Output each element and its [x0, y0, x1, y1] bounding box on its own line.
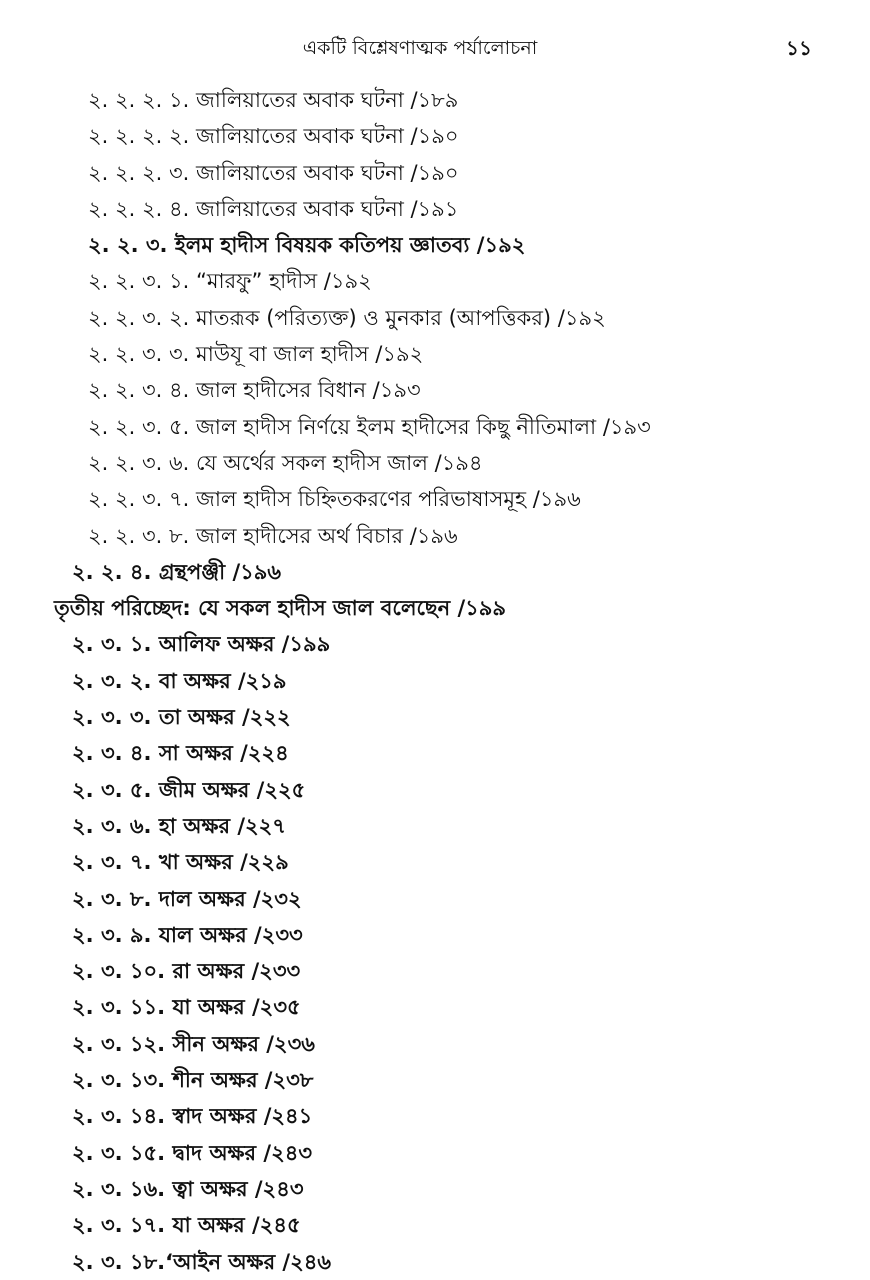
toc-entry: [0, 881, 870, 917]
toc-entry-title: দ্বাদ অক্ষর: [172, 1140, 257, 1165]
toc-entry-title: শীন অক্ষর: [172, 1068, 258, 1093]
toc-entry-title: সা অক্ষর: [158, 741, 233, 766]
toc-entry-page-ref: /১৯৬: [225, 559, 282, 584]
toc-entry-number: ২. ৩. ১৮.: [72, 1249, 166, 1274]
toc-entry-page-ref: /১৯৩: [366, 378, 421, 403]
toc-entry-page-ref: /১৯২: [469, 233, 526, 258]
toc-entry-title: “মারফু” হাদীস: [196, 269, 318, 294]
toc-entry-page-ref: /১৯২: [368, 342, 424, 367]
toc-entry-page-ref: /১৯৩: [596, 414, 651, 439]
toc-entry: [0, 808, 870, 844]
toc-entry-page-ref: /১৯৪: [427, 450, 483, 475]
toc-entry-number: ২. ৩. ৫.: [72, 777, 159, 802]
toc-entry: [0, 1171, 870, 1207]
toc-entry-number: ২. ৩. ১৩.: [72, 1068, 173, 1093]
toc-entry-number: ২. ২. ৪.: [72, 559, 159, 584]
toc-entry: [0, 409, 870, 445]
toc-entry-title: বা অক্ষর: [158, 668, 231, 693]
toc-entry: [0, 191, 870, 227]
toc-entry: [0, 989, 870, 1025]
toc-entry-title: জালিয়াতের অবাক ঘটনা: [196, 124, 404, 149]
toc-entry-page-ref: /২২৪: [232, 741, 289, 766]
toc-entry-page-ref: /২৩৫: [244, 995, 301, 1020]
toc-entry-title: জালিয়াতের অবাক ঘটনা: [196, 88, 404, 112]
toc-entry: [0, 155, 870, 191]
toc-entry-page-ref: /২৩২: [245, 886, 302, 911]
toc-entry-page-ref: /২২৭: [230, 813, 286, 838]
toc-entry-page-ref: /১৯১: [403, 196, 459, 221]
toc-entry-title: হা অক্ষর: [158, 813, 231, 838]
toc-entry: [0, 372, 870, 408]
toc-entry-number: ২. ৩. ৬.: [72, 813, 159, 838]
toc-entry-number: ২. ৩. ১৫.: [72, 1140, 173, 1165]
toc-entry-title: জাল হাদীসের অর্থ বিচার: [196, 523, 404, 548]
toc-entry: [0, 844, 870, 880]
toc-entry-number: ২. ২. ৩.: [88, 233, 175, 258]
toc-entry-title: ‘আইন অক্ষর: [165, 1249, 276, 1274]
toc-entry-number: ২. ৩. ৩.: [72, 705, 159, 730]
toc-entry-title: জালিয়াতের অবাক ঘটনা: [196, 196, 404, 221]
toc-entry: [0, 699, 870, 735]
toc-entry-number: ২. ৩. ১৪.: [72, 1104, 173, 1129]
toc-entry-page-ref: /১৯৬: [403, 523, 458, 548]
toc-entry-title: খা অক্ষর: [158, 850, 233, 875]
toc-entry: [0, 735, 870, 771]
table-of-contents: [0, 82, 870, 1280]
toc-entry: [0, 953, 870, 989]
toc-entry-title: আলিফ অক্ষর: [158, 632, 275, 657]
toc-entry-title: মাতরূক (পরিত্যক্ত) ও মুনকার (আপত্তিকর): [196, 305, 552, 330]
toc-entry-title: জালিয়াতের অবাক ঘটনা: [196, 160, 404, 185]
toc-entry-number: ২. ২. ৩. ৪.: [88, 378, 196, 403]
toc-entry: [0, 590, 870, 626]
toc-entry-number: ২. ২. ৩. ৩.: [88, 342, 197, 367]
toc-entry-title: মাউযূ বা জাল হাদীস: [196, 342, 369, 367]
toc-entry: [0, 626, 870, 662]
toc-entry-title: যা অক্ষর: [172, 995, 245, 1020]
toc-entry: [0, 518, 870, 554]
toc-entry: [0, 481, 870, 517]
toc-entry-page-ref: /১৯২: [551, 305, 606, 330]
toc-entry-page-ref: /২২২: [234, 705, 291, 730]
toc-entry: [0, 227, 870, 263]
toc-entry-title: জীম অক্ষর: [158, 777, 250, 802]
toc-entry: [0, 1135, 870, 1171]
toc-entry-number: ২. ৩. ১৬.: [72, 1176, 173, 1201]
toc-entry-number: ২. ৩. ৮.: [72, 886, 159, 911]
toc-entry: [0, 336, 870, 372]
toc-entry-title: জাল হাদীস নির্ণয়ে ইলম হাদীসের কিছু নীতিমালা: [196, 414, 597, 439]
toc-entry-page-ref: /২৪৩: [247, 1176, 304, 1201]
toc-entry: [0, 445, 870, 481]
toc-entry-page-ref: /২৩৩: [246, 922, 303, 947]
toc-entry: [0, 300, 870, 336]
toc-entry-page-ref: /১৯০: [403, 160, 459, 185]
toc-entry-number: ২. ২. ৩. ৭.: [88, 487, 197, 512]
toc-entry-page-ref: /১৮৯: [403, 88, 459, 112]
toc-entry: [0, 917, 870, 953]
toc-entry: [0, 1244, 870, 1280]
toc-entry-page-ref: /১৯৬: [526, 487, 581, 512]
toc-entry: [0, 1098, 870, 1134]
toc-entry-title: সীন অক্ষর: [172, 1031, 259, 1056]
toc-entry-page-ref: /১৯৯: [274, 632, 331, 657]
toc-entry: [0, 118, 870, 154]
toc-entry-number: ২. ২. ২. ৪.: [88, 196, 196, 221]
toc-entry: [0, 663, 870, 699]
toc-entry-title: জাল হাদীস চিহ্নিতকরণের পরিভাষাসমূহ: [196, 487, 527, 512]
toc-entry-number: ২. ২. ৩. ১.: [88, 269, 196, 294]
toc-entry-title: যে সকল হাদীস জাল বলেছেন: [198, 596, 451, 621]
toc-entry-number: ২. ৩. ১১.: [72, 995, 173, 1020]
toc-entry-number: ২. ৩. ১২.: [72, 1031, 173, 1056]
toc-entry-page-ref: /২২৯: [232, 850, 289, 875]
toc-entry-number: ২. ২. ৩. ৫.: [88, 414, 196, 439]
running-title: একটি বিশ্লেষণাত্মক পর্যালোচনা: [302, 37, 538, 59]
toc-entry-page-ref: /২৩৩: [244, 959, 301, 984]
toc-entry-title: রা অক্ষর: [172, 959, 245, 984]
toc-entry-page-ref: /১৯৯: [450, 596, 507, 621]
toc-entry-title: গ্রন্থপঞ্জী: [158, 559, 226, 584]
toc-entry-title: ত্বা অক্ষর: [172, 1176, 248, 1201]
toc-entry-number: ২. ৩. ৯.: [72, 922, 159, 947]
toc-entry-page-ref: /১৯০: [403, 124, 459, 149]
toc-entry-page-ref: /২৪৬: [275, 1249, 332, 1274]
toc-entry-number: ২. ২. ২. ২.: [88, 124, 197, 149]
toc-entry-number: ২. ৩. ১৭.: [72, 1213, 173, 1238]
toc-entry-number: ২. ২. ৩. ৮.: [88, 523, 196, 548]
toc-entry-number: তৃতীয় পরিচ্ছেদ:: [54, 596, 199, 621]
toc-entry-page-ref: /২৩৬: [258, 1031, 315, 1056]
toc-entry-page-ref: /২১৯: [230, 668, 287, 693]
toc-entry-number: ২. ২. ৩. ৬.: [88, 450, 197, 475]
toc-entry-title: তা অক্ষর: [158, 705, 235, 730]
toc-entry: [0, 1207, 870, 1243]
toc-entry-number: ২. ৩. ৭.: [72, 850, 159, 875]
toc-entry-title: যা অক্ষর: [172, 1213, 245, 1238]
toc-entry-page-ref: /২২৫: [249, 777, 306, 802]
toc-entry: [0, 772, 870, 808]
toc-entry-title: যাল অক্ষর: [158, 922, 247, 947]
toc-entry-number: ২. ৩. ৪.: [72, 741, 159, 766]
toc-entry-number: ২. ২. ৩. ২.: [88, 305, 197, 330]
toc-entry-title: জাল হাদীসের বিধান: [196, 378, 366, 403]
toc-entry-page-ref: /১৯২: [317, 269, 372, 294]
toc-entry: [0, 1062, 870, 1098]
toc-entry-page-ref: /২৩৮: [257, 1068, 314, 1093]
toc-entry-title: ইলম হাদীস বিষয়ক কতিপয় জ্ঞাতব্য: [174, 233, 470, 258]
toc-entry-number: ২. ২. ২. ১.: [88, 88, 196, 112]
toc-entry-title: স্বাদ অক্ষর: [172, 1104, 257, 1129]
toc-entry: [0, 82, 870, 118]
toc-entry-number: ২. ৩. ২.: [72, 668, 159, 693]
toc-entry-title: দাল অক্ষর: [158, 886, 246, 911]
toc-entry: [0, 554, 870, 590]
running-head: [0, 34, 870, 64]
toc-entry-number: ২. ৩. ১০.: [72, 959, 173, 984]
toc-entry-page-ref: /২৪৫: [244, 1213, 301, 1238]
page-number: ১১: [786, 36, 812, 60]
toc-entry-number: ২. ৩. ১.: [72, 632, 159, 657]
toc-entry-title: যে অর্থের সকল হাদীস জাল: [196, 450, 428, 475]
toc-entry-number: ২. ২. ২. ৩.: [88, 160, 197, 185]
toc-entry-page-ref: /২৪১: [256, 1104, 313, 1129]
toc-entry: [0, 263, 870, 299]
toc-entry: [0, 1026, 870, 1062]
toc-entry-page-ref: /২৪৩: [256, 1140, 313, 1165]
